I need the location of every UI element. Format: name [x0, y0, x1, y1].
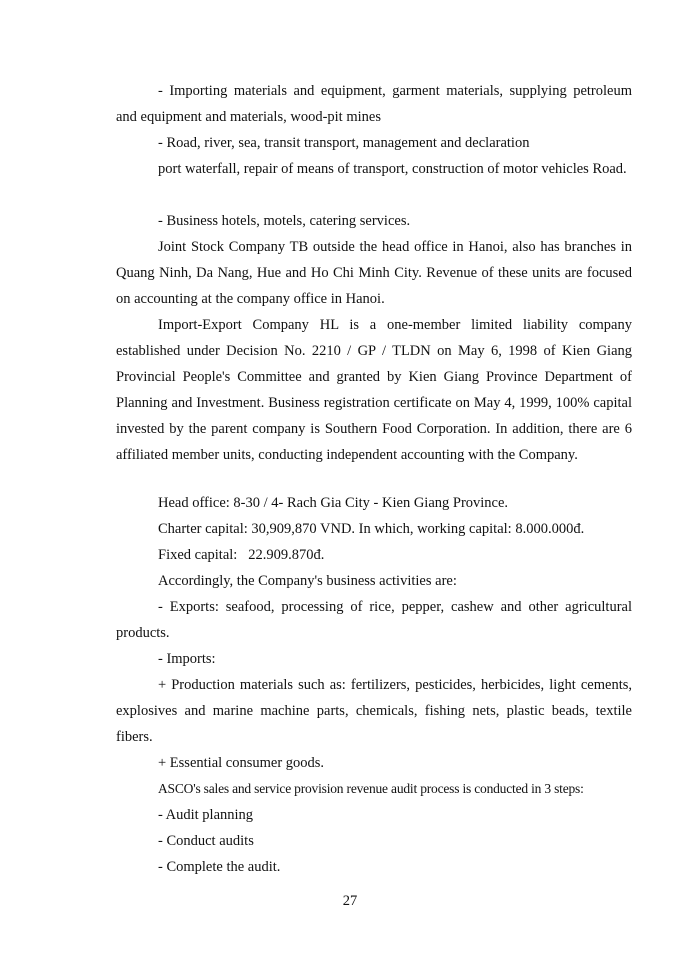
paragraph-imports: - Imports: — [158, 651, 216, 667]
paragraph-audit-process: ASCO's sales and service provision revenue audit process is conducted in 3 steps: — [158, 781, 584, 796]
paragraph-hotels: - Business hotels, motels, catering services. — [158, 213, 411, 229]
list-item-audit-planning: - Audit planning — [158, 807, 254, 823]
page-number: 27 — [342, 893, 358, 909]
paragraph-charter-capital: Charter capital: 30,909,870 VND. In which, working capital: 8.000.000đ. — [158, 521, 585, 537]
list-item-complete-audit: - Complete the audit. — [158, 859, 281, 875]
paragraph-consumer-goods: + Essential consumer goods. — [158, 755, 325, 771]
paragraph-head-office: Head office: 8-30 / 4- Rach Gia City - Kien Giang Province. — [158, 495, 509, 511]
paragraph-exports: - Exports: seafood, processing of rice, pepper, cashew and other agricultural products. — [116, 599, 632, 641]
paragraph-company-tb: Joint Stock Company TB outside the head office in Hanoi, also has branches in Quang Ninh, Da Nang, Hue and Ho Chi Minh City. Revenue of these units are focused on accounting at the company office in Hanoi. — [116, 239, 632, 307]
paragraph-company-hl: Import-Export Company HL is a one-member limited liability company established under Decision No. 2210 / GP / TLDN on May 6, 1998 of Kien Giang Provincial People's Committee and granted by Kien Giang Province Department of Planning and Investment. Business registration certificate on May 4, 1999, 100% capital invested by the parent company is Southern Food Corporation. In addition, there are 6 affiliated member units, conducting independent accounting with the Company. — [116, 317, 632, 463]
paragraph-business-activities: Accordingly, the Company's business activities are: — [158, 573, 457, 589]
paragraph-importing-materials: - Importing materials and equipment, garment materials, supplying petroleum and equipment and materials, wood-pit mines — [116, 83, 632, 125]
list-item-conduct-audits: - Conduct audits — [158, 833, 254, 849]
paragraph-production-materials: + Production materials such as: fertilizers, pesticides, herbicides, light cements, explosives and marine machine parts, chemicals, fishing nets, plastic beads, textile fibers. — [116, 677, 632, 745]
paragraph-fixed-capital: Fixed capital: 22.909.870đ. — [158, 547, 325, 563]
paragraph-transport: - Road, river, sea, transit transport, management and declaration — [158, 135, 530, 151]
paragraph-port-waterfall: port waterfall, repair of means of transport, construction of motor vehicles Road. — [158, 161, 627, 177]
